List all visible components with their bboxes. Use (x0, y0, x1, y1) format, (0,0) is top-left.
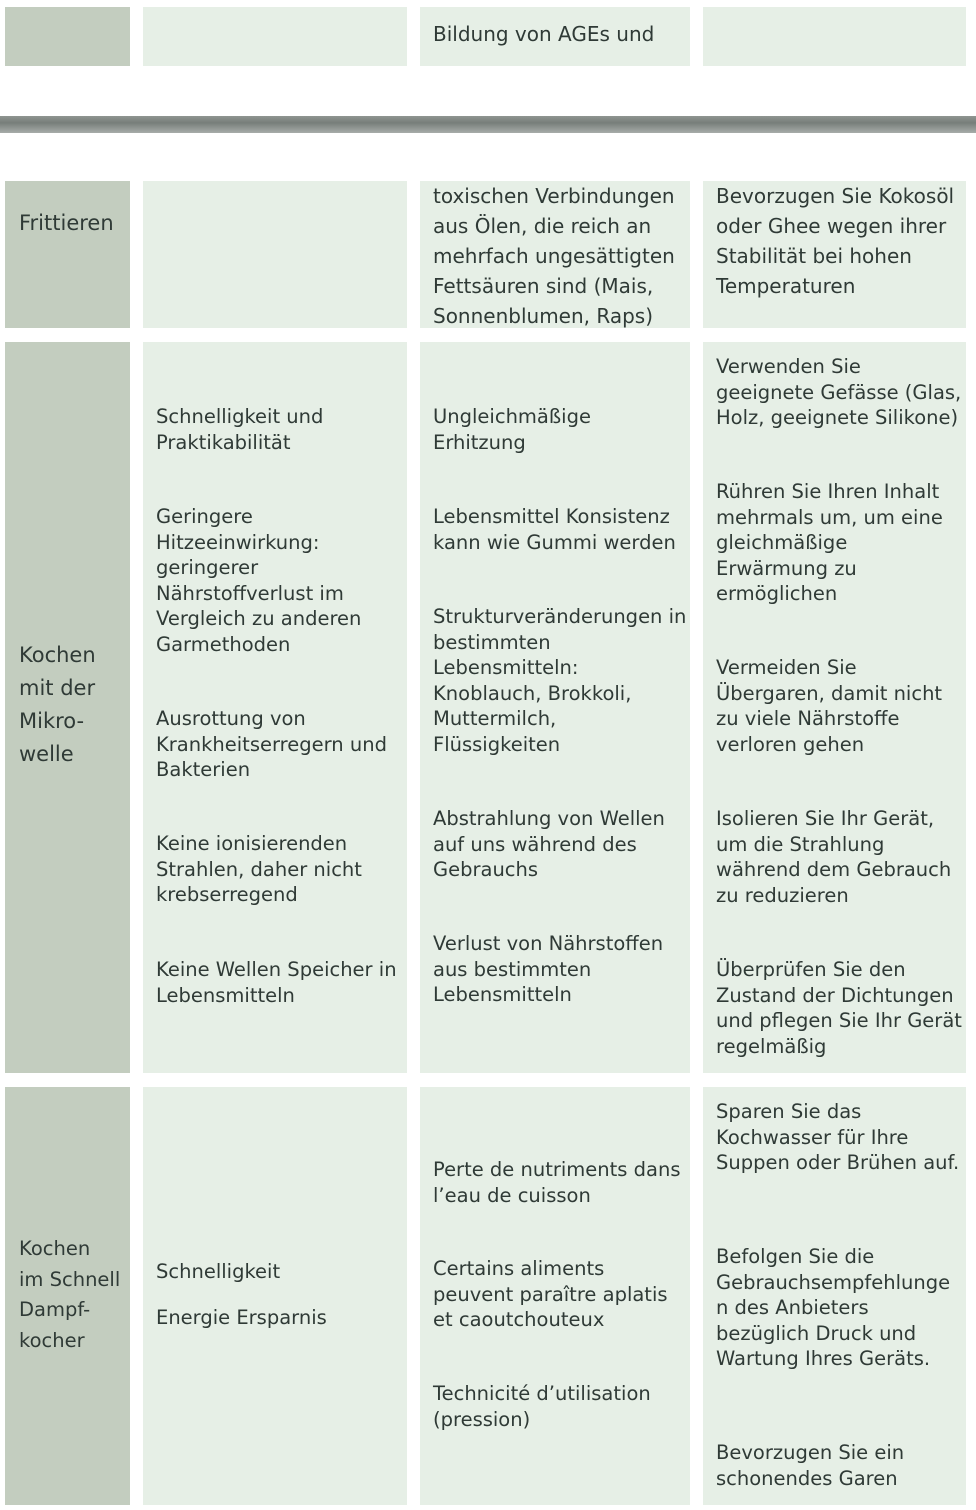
advantages-cell (143, 342, 407, 1073)
row-label-cell (5, 342, 130, 1073)
tip-text: Überprüfen Sie den Zustand der Dichtungen und pflegen Sie Ihr Gerät regelmäßig (716, 958, 962, 1058)
tips-cell (703, 181, 966, 328)
row-label-cell (5, 181, 130, 328)
advantage-text: Keine ionisierenden Strahlen, daher nicht krebserregend (156, 832, 362, 906)
disadvantage-text: Perte de nutriments dans l’eau de cuisson (433, 1158, 681, 1207)
advantage-text: Ausrottung von Krankheitserregern und Bakterien (156, 707, 387, 781)
tips-cell (703, 342, 966, 1073)
disadvantage-text: Certains aliments peuvent paraître aplatis et caoutchouteux (433, 1257, 668, 1331)
top-disadvantage-text: Bildung von AGEs und (433, 22, 655, 46)
top-advantages-cell (143, 7, 407, 66)
row-label: Kochen mit der Mikro- welle (19, 643, 96, 766)
tip-text: Sparen Sie das Kochwasser für Ihre Suppen oder Brühen auf. (716, 1100, 960, 1174)
disadvantages-cell (420, 342, 690, 1073)
disadvantages-cell (420, 181, 690, 328)
disadvantages-cell (420, 1087, 690, 1505)
tip-text: Verwenden Sie geeignete Gefässe (Glas, Holz, geeignete Silikone) (716, 355, 962, 429)
disadvantage-text: toxischen Verbindungen aus Ölen, die reich an mehrfach ungesättigten Fettsäuren sind (Mais, Sonnenblumen, Raps) (433, 184, 675, 328)
advantage-text: Schnelligkeit (156, 1260, 281, 1283)
row-label-cell (5, 1087, 130, 1505)
page-break-divider (0, 116, 976, 133)
advantage-text: Schnelligkeit und Praktikabilität (156, 405, 324, 454)
disadvantage-text: Abstrahlung von Wellen auf uns während des Gebrauchs (433, 807, 665, 881)
disadvantage-text: Technicité d’utilisation (pression) (433, 1382, 651, 1431)
disadvantage-text: Verlust von Nährstoffen aus bestimmten Lebensmitteln (433, 932, 664, 1006)
advantage-text: Keine Wellen Speicher in Lebensmitteln (156, 958, 397, 1007)
top-disadvantages-cell (420, 7, 690, 66)
tip-text: Rühren Sie Ihren Inhalt mehrmals um, um eine gleichmäßige Erwärmung zu ermöglichen (716, 480, 943, 605)
advantage-text: Geringere Hitzeeinwirkung: geringerer Nährstoffverlust im Vergleich zu anderen Garmethoden (156, 505, 362, 656)
tip-text: Bevorzugen Sie Kokosöl oder Ghee wegen ihrer Stabilität bei hohen Temperaturen (716, 184, 955, 298)
tips-cell (703, 1087, 966, 1505)
disadvantage-text: Ungleichmäßige Erhitzung (433, 405, 591, 454)
advantages-cell (143, 1087, 407, 1505)
top-label-cell (5, 7, 130, 66)
top-tips-cell (703, 7, 966, 66)
advantages-cell (143, 181, 407, 328)
disadvantage-text: Lebensmittel Konsistenz kann wie Gummi werden (433, 505, 676, 554)
tip-text: Bevorzugen Sie ein schonendes Garen (716, 1441, 905, 1490)
tip-text: Isolieren Sie Ihr Gerät, um die Strahlung während dem Gebrauch zu reduzieren (716, 807, 952, 907)
disadvantage-text: Strukturveränderungen in bestimmten Lebensmitteln: Knoblauch, Brokkoli, Muttermilch, Flüssigkeiten (433, 605, 687, 756)
advantage-text: Energie Ersparnis (156, 1306, 327, 1329)
tip-text: Befolgen Sie die Gebrauchsempfehlunge n des Anbieters bezüglich Druck und Wartung Ihres Geräts. (716, 1245, 951, 1370)
tip-text: Vermeiden Sie Übergaren, damit nicht zu viele Nährstoffe verloren gehen (716, 656, 943, 756)
row-label: Kochen im Schnell Dampf- kocher (19, 1237, 121, 1352)
row-label: Frittieren (19, 211, 114, 235)
